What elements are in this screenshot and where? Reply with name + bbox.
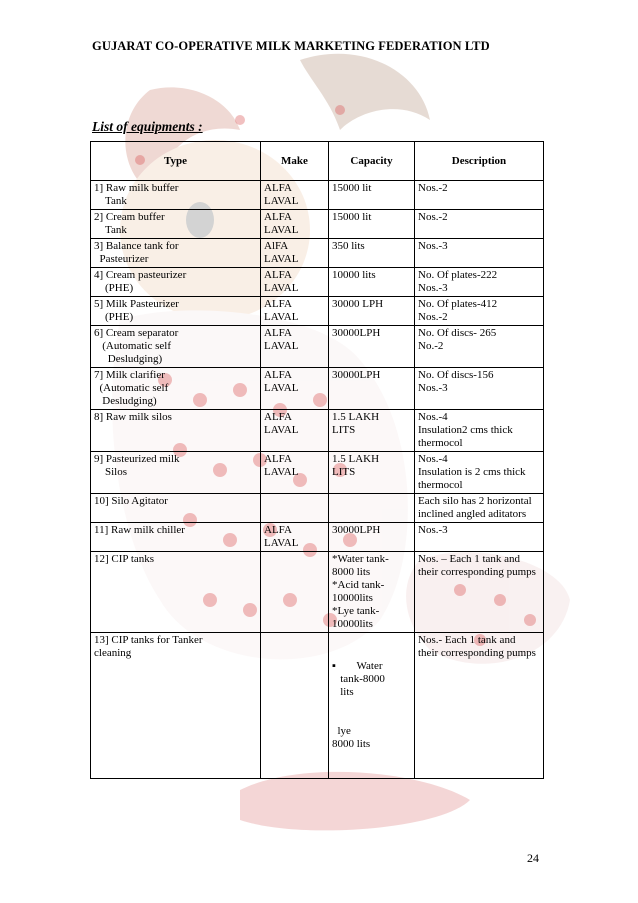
table-row [91,633,544,779]
cell-make: ALFA LAVAL [261,368,329,410]
cell-description: Nos.-4 Insulation2 cms thick thermocol [415,410,544,452]
column-header-capacity: Capacity [329,142,415,181]
cell-type: 5] Milk Pasteurizer (PHE) [91,297,261,326]
page-number: 24 [527,851,539,865]
cell-capacity: 30000LPH [329,368,415,410]
cell-make: ALFA LAVAL [261,452,329,494]
cell-type: 2] Cream buffer Tank [91,210,261,239]
cell-description: Nos.-2 [415,181,544,210]
table-row [91,368,544,410]
cell-make [261,633,329,779]
cell-description: Nos. – Each 1 tank and their corresponding pumps [415,552,544,633]
table-row [91,239,544,268]
table-row [91,181,544,210]
cell-capacity: 1.5 LAKH LITS [329,452,415,494]
cell-capacity [329,494,415,523]
cell-capacity: 30000 LPH [329,297,415,326]
column-header-description: Description [415,142,544,181]
capacity-bullet-item: ▪ Water tank-8000 lits [332,660,385,698]
cell-capacity: *Water tank- 8000 lits *Acid tank- 10000lits *Lye tank- 10000lits [329,552,415,633]
cell-description: No. Of discs- 265 No.-2 [415,326,544,368]
table-header-row [91,142,544,181]
column-header-make: Make [261,142,329,181]
cell-capacity: 350 lits [329,239,415,268]
equipment-table [90,141,544,779]
table-row [91,268,544,297]
cell-description: No. Of discs-156 Nos.-3 [415,368,544,410]
cell-make: ALFA LAVAL [261,181,329,210]
cell-type: 1] Raw milk buffer Tank [91,181,261,210]
cell-make [261,494,329,523]
cell-capacity: 10000 lits [329,268,415,297]
cell-capacity: 15000 lit [329,210,415,239]
cell-type: 6] Cream separator (Automatic self Desludging) [91,326,261,368]
cell-description: Nos.- Each 1 tank and their corresponding pumps [415,633,544,779]
cell-description: No. Of plates-412 Nos.-2 [415,297,544,326]
cell-capacity: 30000LPH [329,326,415,368]
cell-type: 10] Silo Agitator [91,494,261,523]
cell-capacity: 1.5 LAKH LITS [329,410,415,452]
table-row [91,552,544,633]
cell-description: No. Of plates-222 Nos.-3 [415,268,544,297]
cell-description: Nos.-3 [415,523,544,552]
cell-type: 4] Cream pasteurizer (PHE) [91,268,261,297]
cell-make [261,552,329,633]
cell-make: ALFA LAVAL [261,268,329,297]
table-row [91,494,544,523]
table-row [91,523,544,552]
cell-type: 12] CIP tanks [91,552,261,633]
table-row [91,326,544,368]
section-title: List of equipments : [92,119,203,134]
cell-capacity: 30000LPH [329,523,415,552]
cell-type: 8] Raw milk silos [91,410,261,452]
cell-description: Each silo has 2 horizontal inclined angled aditators [415,494,544,523]
cell-make: AlFA LAVAL [261,239,329,268]
cell-type: 7] Milk clarifier (Automatic self Desludging) [91,368,261,410]
capacity-bullet-item: lye 8000 lits [332,725,371,750]
cell-type: 11] Raw milk chiller [91,523,261,552]
table-row [91,410,544,452]
table-row [91,452,544,494]
cell-capacity: 15000 lit [329,181,415,210]
cell-description: Nos.-3 [415,239,544,268]
column-header-type: Type [91,142,261,181]
cell-make: ALFA LAVAL [261,210,329,239]
table-row [91,297,544,326]
cell-description: Nos.-2 [415,210,544,239]
cell-make: ALFA LAVAL [261,326,329,368]
cell-type: 13] CIP tanks for Tanker cleaning [91,633,261,779]
cell-capacity [329,633,415,779]
cell-make: ALFA LAVAL [261,523,329,552]
cell-type: 9] Pasteurized milk Silos [91,452,261,494]
document-header: GUJARAT CO-OPERATIVE MILK MARKETING FEDERATION LTD [92,39,490,53]
table-row [91,210,544,239]
cell-make: ALFA LAVAL [261,410,329,452]
cell-type: 3] Balance tank for Pasteurizer [91,239,261,268]
cell-make: ALFA LAVAL [261,297,329,326]
cell-description: Nos.-4 Insulation is 2 cms thick thermocol [415,452,544,494]
